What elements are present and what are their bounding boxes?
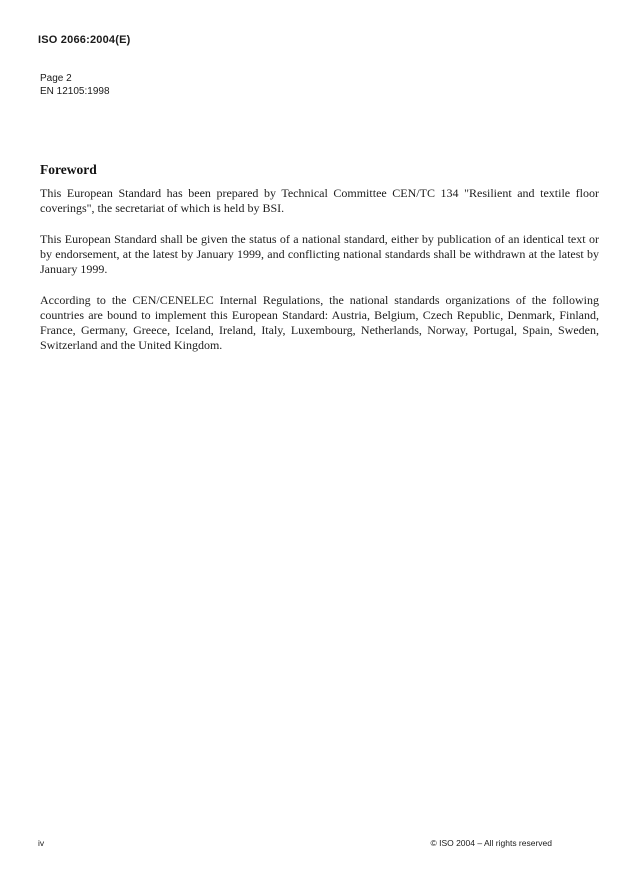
header-standard-reference: ISO 2066:2004(E) [38,34,131,46]
page-reference-standard-number: EN 12105:1998 [40,86,110,97]
footer-page-number: iv [38,838,45,848]
foreword-title: Foreword [40,162,97,177]
page-reference-page-number: Page 2 [40,73,72,84]
foreword-paragraph-2: This European Standard shall be given the status of a national standard, either by publication of an identical text or by endorsement, at the latest by January 1999, and conflicting national standards shall be withdrawn at the latest by January 1999. [40,232,599,276]
foreword-paragraph-3: According to the CEN/CENELEC Internal Regulations, the national standards organizations of the following countries are bound to implement this European Standard: Austria, Belgium, Czech Republic, Denmark, Finland, France, Germany, Greece, Iceland, Ireland, Italy, Luxembourg, Netherlands, Norway, Portugal, Spain, Sweden, Switzerland and the United Kingdom. [40,293,599,352]
foreword-section [40,161,599,369]
foreword-paragraph-1: This European Standard has been prepared by Technical Committee CEN/TC 134 "Resilient and textile floor coverings", the secretariat of which is held by BSI. [40,186,599,215]
page-reference-block [40,72,110,98]
footer-copyright: © ISO 2004 – All rights reserved [430,838,552,848]
